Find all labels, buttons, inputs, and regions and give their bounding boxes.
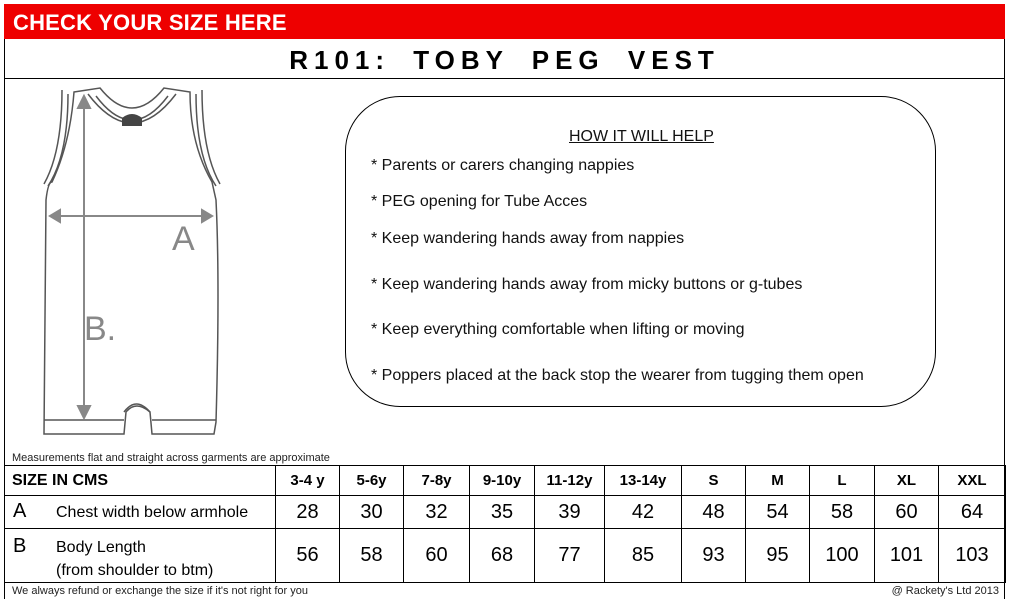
table-row-length bbox=[5, 529, 1006, 583]
help-item: * Keep wandering hands away from nappies bbox=[371, 230, 685, 247]
table-cell: 39 bbox=[535, 496, 605, 529]
table-cell: 68 bbox=[470, 529, 535, 583]
size-header: 3-4 y bbox=[276, 466, 340, 496]
size-table bbox=[4, 465, 1006, 583]
size-header: 9-10y bbox=[470, 466, 535, 496]
copyright: @ Rackety's Ltd 2013 bbox=[891, 585, 999, 597]
table-cell: 30 bbox=[340, 496, 404, 529]
table-cell: 42 bbox=[605, 496, 682, 529]
table-cell: 35 bbox=[470, 496, 535, 529]
help-item: * Poppers placed at the back stop the wearer from tugging them open bbox=[371, 367, 864, 384]
help-item: * PEG opening for Tube Acces bbox=[371, 193, 588, 210]
table-cell: 58 bbox=[810, 496, 875, 529]
product-title: R101: TOBY PEG VEST bbox=[4, 39, 1005, 79]
table-cell: 48 bbox=[682, 496, 746, 529]
size-header: 7-8y bbox=[404, 466, 470, 496]
measurement-note: Measurements flat and straight across garments are approximate bbox=[12, 452, 330, 464]
vest-diagram bbox=[40, 82, 225, 447]
row-label: Chest width below armhole bbox=[56, 504, 249, 521]
size-header: M bbox=[746, 466, 810, 496]
size-header-label: SIZE IN CMS bbox=[5, 466, 276, 496]
row-label-cell bbox=[5, 496, 276, 529]
table-cell: 54 bbox=[746, 496, 810, 529]
table-cell: 100 bbox=[810, 529, 875, 583]
table-cell: 85 bbox=[605, 529, 682, 583]
row-label-sub: (from shoulder to btm) bbox=[56, 562, 214, 579]
size-header: 5-6y bbox=[340, 466, 404, 496]
size-header-row bbox=[5, 466, 1006, 496]
size-header: 11-12y bbox=[535, 466, 605, 496]
table-cell: 93 bbox=[682, 529, 746, 583]
vest-outline bbox=[44, 88, 218, 434]
table-cell: 95 bbox=[746, 529, 810, 583]
table-cell: 101 bbox=[875, 529, 939, 583]
size-header: L bbox=[810, 466, 875, 496]
row-letter: B bbox=[13, 535, 27, 557]
table-cell: 58 bbox=[340, 529, 404, 583]
size-header: S bbox=[682, 466, 746, 496]
banner-text: CHECK YOUR SIZE HERE bbox=[13, 10, 287, 35]
size-header: 13-14y bbox=[605, 466, 682, 496]
table-cell: 32 bbox=[404, 496, 470, 529]
brand-logo bbox=[122, 114, 142, 126]
refund-note: We always refund or exchange the size if it's not right for you bbox=[12, 585, 308, 597]
check-size-banner bbox=[4, 4, 1005, 39]
table-cell: 64 bbox=[939, 496, 1006, 529]
help-item: * Keep wandering hands away from micky buttons or g-tubes bbox=[371, 276, 803, 293]
size-header: XXL bbox=[939, 466, 1006, 496]
row-label: Body Length bbox=[56, 539, 146, 556]
table-cell: 77 bbox=[535, 529, 605, 583]
label-b: B. bbox=[84, 310, 117, 348]
table-cell: 56 bbox=[276, 529, 340, 583]
table-cell: 28 bbox=[276, 496, 340, 529]
table-row-chest bbox=[5, 496, 1006, 529]
help-title: HOW IT WILL HELP bbox=[569, 128, 714, 145]
label-a: A bbox=[172, 220, 195, 258]
row-letter: A bbox=[13, 500, 27, 522]
size-header: XL bbox=[875, 466, 939, 496]
table-cell: 60 bbox=[875, 496, 939, 529]
help-item: * Keep everything comfortable when lifting or moving bbox=[371, 321, 745, 338]
table-cell: 60 bbox=[404, 529, 470, 583]
table-cell: 103 bbox=[939, 529, 1006, 583]
row-label-cell bbox=[5, 529, 276, 583]
help-item: * Parents or carers changing nappies bbox=[371, 157, 635, 174]
